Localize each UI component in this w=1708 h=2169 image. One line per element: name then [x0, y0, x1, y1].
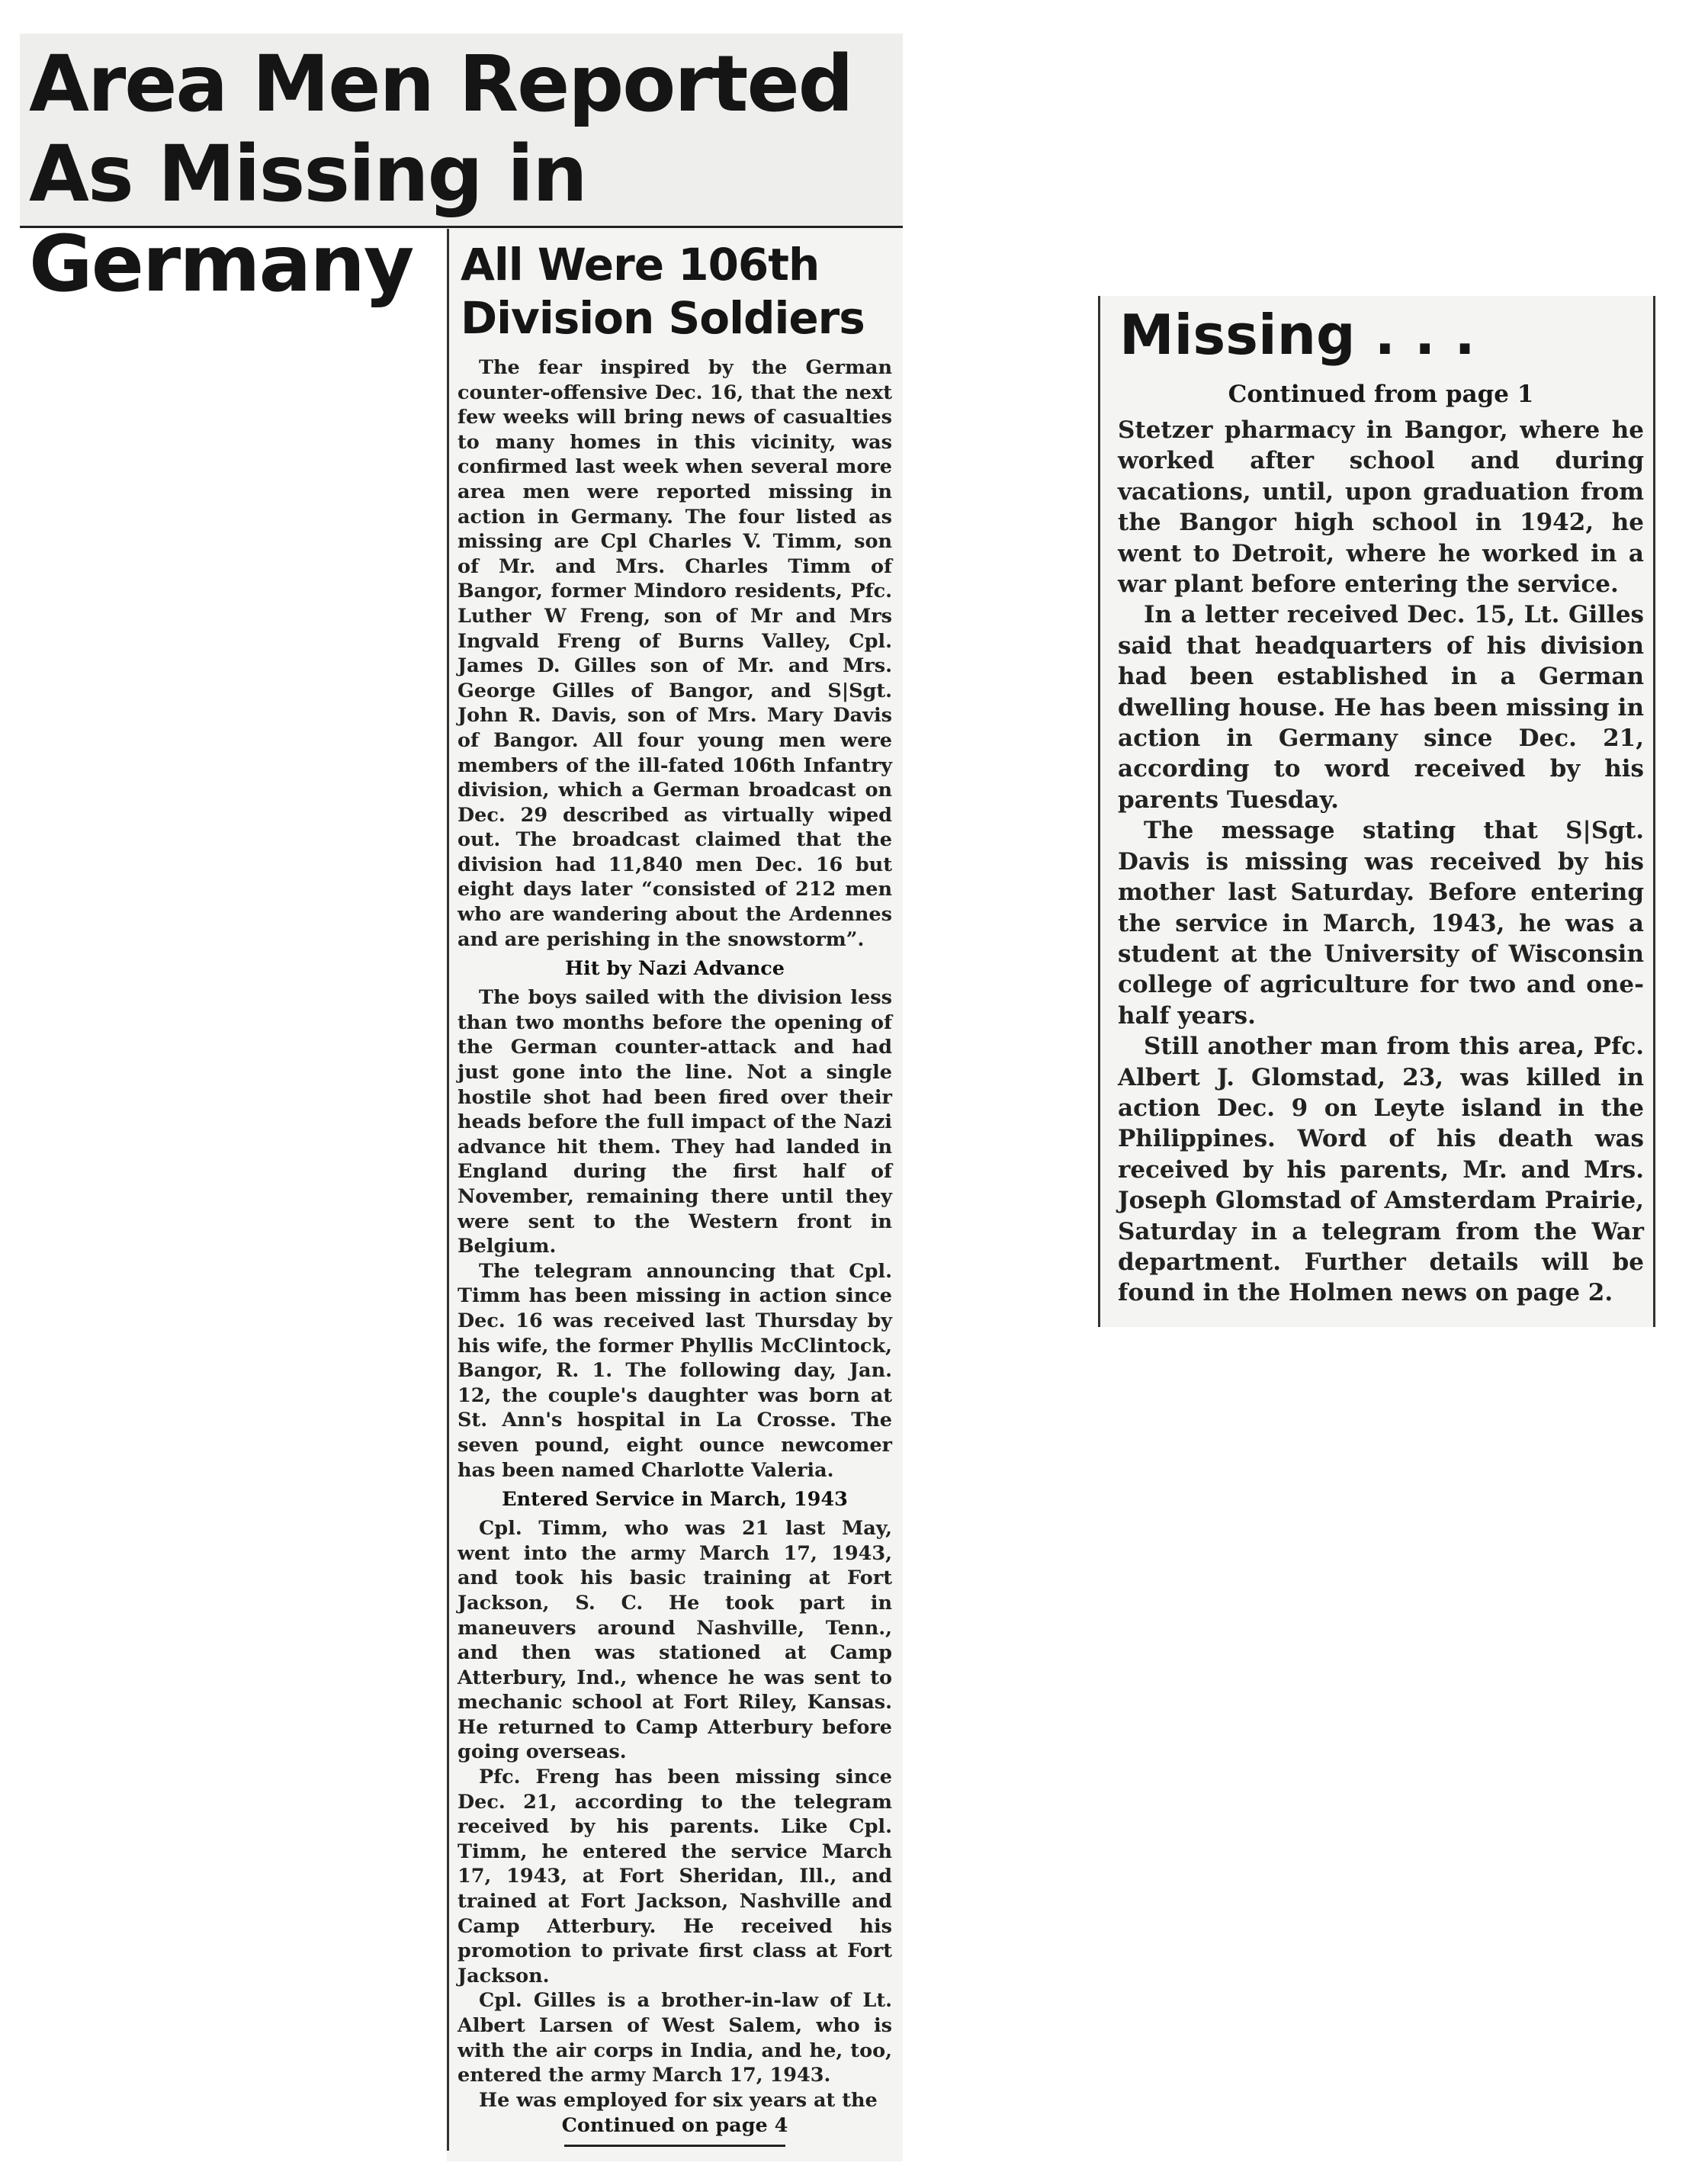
continuation-paragraph: In a letter received Dec. 15, Lt. Gilles said that headquarters of his division had been established in a German dwelling house. He has been missing in action in Germany since Dec. 21, according to word received by his parents Tuesday.	[1118, 601, 1644, 814]
article-body	[458, 355, 892, 2147]
section-head-2: Entered Service in March, 1943	[502, 1488, 848, 1512]
article-paragraph: The telegram announcing that Cpl. Timm has been missing in action since Dec. 16 was received last Thursday by his wife, the former Phyllis McClintock, Bangor, R. 1. The following day, Jan. 12, the couple's daughter was born at St. Ann's hospital in La Crosse. The seven pound, eight ounce newcomer has been named Charlotte Valeria.	[458, 1259, 892, 1482]
continued-rule	[564, 2145, 785, 2147]
continuation-paragraph: The message stating that S|Sgt. Davis is missing was received by his mother last Saturday. Before entering the service in March, 1943, he was a student at the University of Wisconsin college of agriculture for two and one-half years.	[1118, 817, 1644, 1030]
continued-line: Continued on page 4	[561, 2114, 788, 2138]
article-paragraph: Cpl. Timm, who was 21 last May, went into the army March 17, 1943, and took his basic training at Fort Jackson, S. C. He took part in maneuvers around Nashville, Tenn., and then was stationed at Camp Atterbury, Ind., whence he was sent to mechanic school at Fort Riley, Kansas. He returned to Camp Atterbury before going overseas.	[458, 1517, 892, 1764]
clipping-cutout	[20, 229, 447, 2166]
main-article	[458, 229, 892, 2147]
right-column-rule-left	[1098, 296, 1100, 1327]
continuation-paragraph: Still another man from this area, Pfc. Albert J. Glomstad, 23, was killed in action Dec. 9 on Leyte island in the Philippines. Word of his death was received by his parents, Mr. and Mrs. Joseph Glomstad of Amsterdam Prairie, Saturday in a telegram from the War department. Further details will be found in the Holmen news on page 2.	[1118, 1033, 1644, 1307]
article-paragraph: Cpl. Gilles is a brother-in-law of Lt. Albert Larsen of West Salem, who is with the air corps in India, and he, too, entered the army March 17, 1943.	[458, 1989, 892, 2087]
section-head-1: Hit by Nazi Advance	[564, 957, 785, 981]
article-paragraph: He was employed for six years at the	[479, 2088, 878, 2112]
article-paragraph: The fear inspired by the German counter-offensive Dec. 16, that the next few weeks will bring news of casualties to many homes in this vicinity, was confirmed last week when several more area men were reported missing in action in Germany. The four listed as missing are Cpl Charles V. Timm, son of Mr. and Mrs. Charles Timm of Bangor, former Mindoro residents, Pfc. Luther W Freng, son of Mr and Mrs Ingvald Freng of Burns Valley, Cpl. James D. Gilles son of Mr. and Mrs. George Gilles of Bangor, and S|Sgt. John R. Davis, son of Mrs. Mary Davis of Bangor. All four young men were members of the ill-fated 106th Infantry division, which a German broadcast on Dec. 29 described as virtually wiped out. The broadcast claimed that the division had 11,840 men Dec. 16 but eight days later “consisted of 212 men who are wandering about the Ardennes and are perishing in the snowstorm”.	[458, 356, 892, 951]
continuation-body	[1118, 415, 1644, 1309]
continued-from-line: Continued from page 1	[1228, 381, 1534, 408]
headline: Area Men Reported As Missing in Germany	[29, 39, 852, 310]
article-paragraph: The boys sailed with the division less than two months before the opening of the German counter-attack and had just gone into the line. Not a single hostile shot had been fired over their heads before the full impact of the Nazi advance hit them. They had landed in England during the first half of November, remaining there until they were sent to the Western front in Belgium.	[458, 986, 892, 1258]
column-rule	[447, 229, 449, 2151]
continuation-paragraph: Stetzer pharmacy in Bangor, where he worked after school and during vacations, until, upon graduation from the Bangor high school in 1942, he went to Detroit, where he worked in a war plant before entering the service.	[1118, 416, 1644, 599]
continuation-article	[1118, 299, 1644, 1309]
article-paragraph: Pfc. Freng has been missing since Dec. 21, according to the telegram received by his parents. Like Cpl. Timm, he entered the service March 17, 1943, at Fort Sheridan, Ill., and trained at Fort Jackson, Nashville and Camp Atterbury. He received his promotion to private first class at Fort Jackson.	[458, 1766, 892, 1987]
right-column-rule-right	[1653, 296, 1655, 1327]
subhead: All Were 106th Division Soldiers	[461, 239, 865, 344]
continuation-title: Missing . . .	[1119, 303, 1475, 367]
